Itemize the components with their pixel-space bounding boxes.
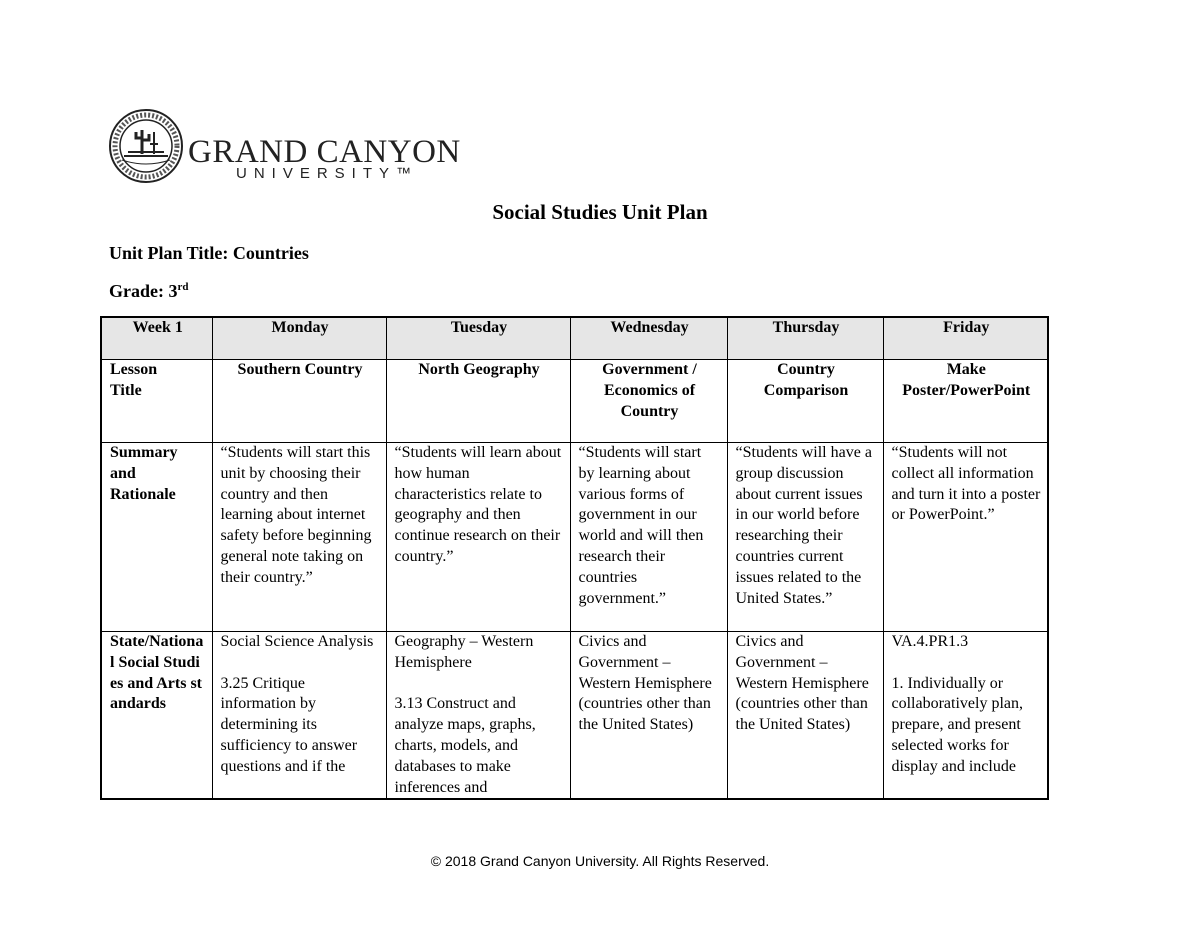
standards-thursday-cell [727, 632, 883, 800]
header-monday: Monday [212, 317, 386, 360]
university-seal-icon [108, 108, 184, 184]
header-week: Week 1 [101, 317, 212, 360]
header-thursday: Thursday [727, 317, 883, 360]
summary-wednesday: “Students will start by learning about various forms of government in our world and will then research their countries government.” [570, 443, 727, 632]
standards-friday: VA.4.PR1.3 1. Individually or collaboratively plan, prepare, and present selected works for display and include [891, 633, 1024, 775]
standards-monday-cell [212, 632, 386, 800]
lesson-title-monday: Southern Country [212, 360, 386, 443]
standards-friday-cell [883, 632, 1048, 800]
table-header-row [101, 317, 1048, 360]
standards-wednesday: Civics and Government – Western Hemisphere (countries other than the United States) [578, 633, 712, 734]
logo-subwordmark: UNIVERSITY™ [236, 165, 419, 182]
summary-thursday: “Students will have a group discussion about current issues in our world before researching their countries current issues related to the United States.” [727, 443, 883, 632]
standards-tuesday-cell [386, 632, 570, 800]
lesson-title-tuesday: North Geography [386, 360, 570, 443]
page-title: Social Studies Unit Plan [492, 200, 708, 224]
summary-tuesday: “Students will learn about how human characteristics relate to geography and then continue research on their country.” [386, 443, 570, 632]
standards-wednesday-cell [570, 632, 727, 800]
standards-monday: Social Science Analysis 3.25 Critique information by determining its sufficiency to answer questions and if the [220, 633, 374, 775]
summary-monday: “Students will start this unit by choosing their country and then learning about internet safety before beginning general note taking on their country.” [212, 443, 386, 632]
lesson-title-friday: Make Poster/PowerPoint [883, 360, 1048, 443]
row-label-standards: State/National Social Studies and Arts standards [101, 632, 212, 800]
lesson-title-wednesday: Government / Economics of Country [570, 360, 727, 443]
grade-suffix: rd [177, 281, 189, 293]
header-tuesday: Tuesday [386, 317, 570, 360]
logo-wordmark: GRAND CANYON [188, 134, 461, 170]
header-friday: Friday [883, 317, 1048, 360]
table-row-lesson-title [101, 360, 1048, 443]
unit-plan-title: Unit Plan Title: Countries [109, 243, 309, 263]
row-label-summary: Summary and Rationale [101, 443, 212, 632]
copyright-footer: © 2018 Grand Canyon University. All Rights Reserved. [430, 853, 770, 869]
university-logo [108, 108, 461, 186]
summary-friday: “Students will not collect all information and turn it into a poster or PowerPoint.” [883, 443, 1048, 632]
row-label-lesson-title: Lesson Title [101, 360, 212, 443]
header-wednesday: Wednesday [570, 317, 727, 360]
standards-thursday: Civics and Government – Western Hemisphere (countries other than the United States) [735, 633, 869, 734]
lesson-title-thursday: Country Comparison [727, 360, 883, 443]
table-row-standards [101, 632, 1048, 800]
table-row-summary [101, 443, 1048, 632]
unit-plan-table [100, 316, 1049, 800]
grade-label: Grade: 3 [109, 281, 178, 301]
grade-line [109, 281, 188, 302]
standards-tuesday: Geography – Western Hemisphere 3.13 Construct and analyze maps, graphs, charts, models, and databases to make inferences and [394, 633, 536, 796]
